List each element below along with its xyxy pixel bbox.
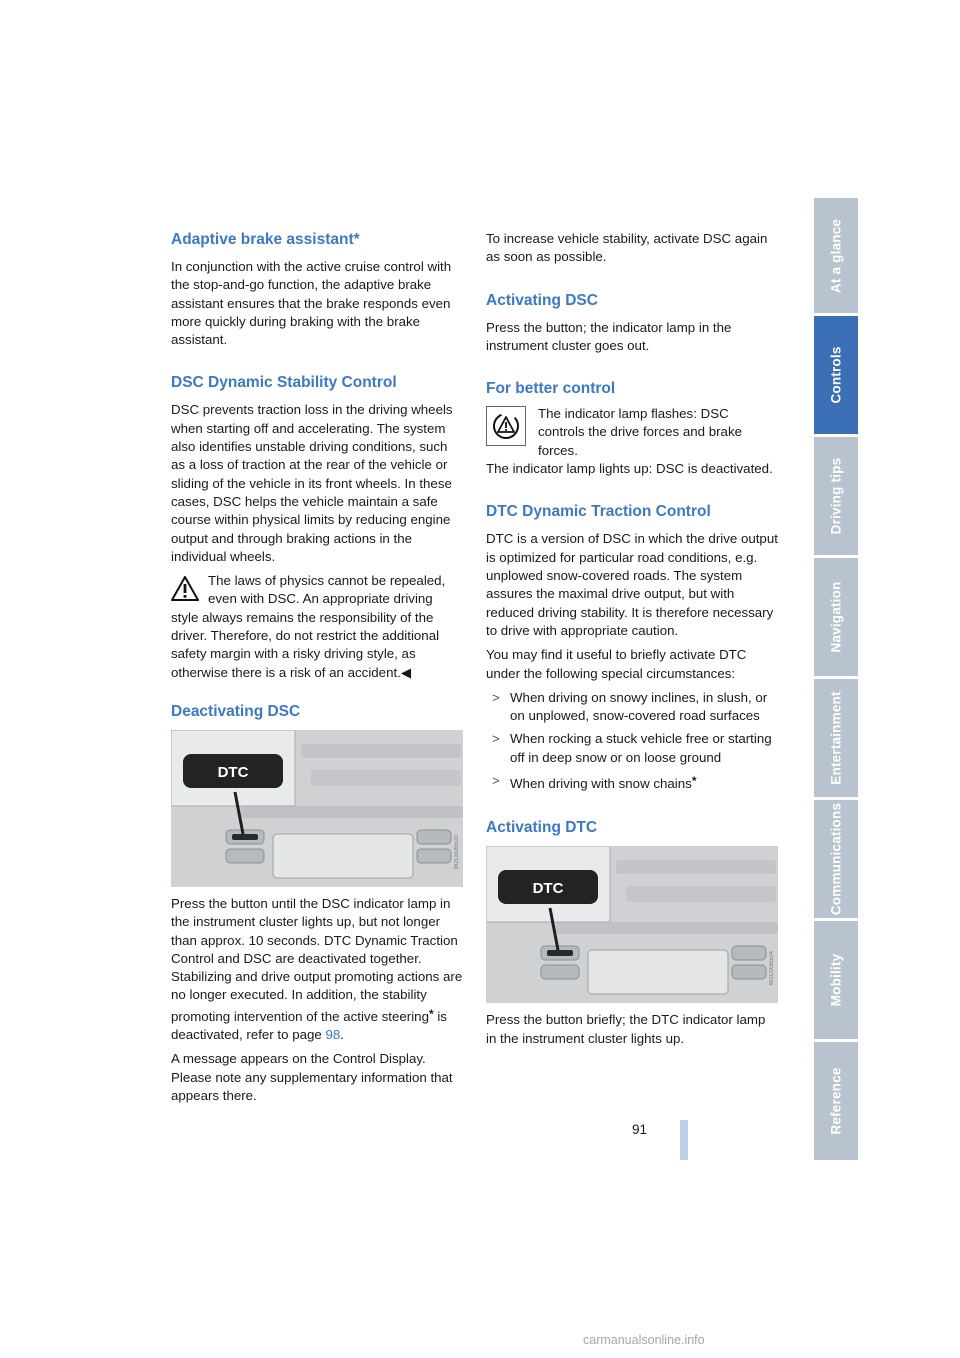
paragraph-dsc: DSC prevents traction loss in the driving wheels when starting off and accelerating. The system also identifies unstable driving conditions, such as a loss of traction at the rear of the vehicle or sliding of the vehicle in its front wheels. In these cases, DSC helps the vehicle maintain a safe course within physical limits by reducing engine output and through braking actions in the individual wheels. <box>171 402 453 564</box>
heading-activating-dtc: Activating DTC <box>486 819 598 837</box>
list-item <box>486 730 778 767</box>
sidebar-tab[interactable] <box>814 316 858 434</box>
indicator-note <box>486 405 778 460</box>
paragraph-activate-dsc: Press the button; the indicator lamp in the instrument cluster goes out. <box>486 319 732 353</box>
page-number: 91 <box>632 1122 648 1137</box>
end-mark: ◀ <box>400 664 412 680</box>
heading-deactivating-dsc: Deactivating DSC <box>171 702 301 720</box>
sidebar-tab[interactable] <box>814 198 858 313</box>
sidebar-tab-label: Mobility <box>828 953 844 1007</box>
right-column <box>486 230 778 1048</box>
dtc-console-illustration <box>171 730 463 887</box>
paragraph-dtc-useful: You may find it useful to briefly activate DTC under the following special circumstances: <box>486 647 747 681</box>
dtc-button-figure <box>171 730 463 887</box>
list-item-text: When rocking a stuck vehicle free or starting off in deep snow or on loose ground <box>510 731 772 765</box>
deact-text-2: is deactivated, refer to page <box>171 1008 447 1043</box>
list-item-text: When driving on snowy inclines, in slush, or on unplowed, snow-covered road surfaces <box>510 689 768 724</box>
asterisk-mark: * <box>353 231 360 248</box>
paragraph-intro: To increase vehicle stability, activate DSC again as soon as possible. <box>486 231 768 265</box>
bullet-marker: > <box>492 731 500 747</box>
sidebar-tab-label: At a glance <box>828 218 844 293</box>
deact-text-3: . <box>340 1027 344 1043</box>
sidebar-tab[interactable] <box>814 921 858 1039</box>
paragraph-adaptive-brake: In conjunction with the active cruise control with the stop-and-go function, the adaptive brake assistant ensures that the brake responds even more quickly during braking with the brake assistant. <box>171 259 452 348</box>
sidebar-tab[interactable] <box>814 437 858 555</box>
heading-activating-dsc: Activating DSC <box>486 291 598 309</box>
deact-text-1: Press the button until the DSC indicator lamp in the instrument cluster lights up, but not longer than approx. 10 seconds. DTC Dynamic Traction Control and DSC are deactivated together. Stabilizing and drive output promoting actions are no longer executed. In addition, the stability promoting intervention of the active steering <box>171 895 463 1024</box>
sidebar-tab-label: Navigation <box>828 581 844 653</box>
sidebar-tab-label: Communications <box>828 802 844 916</box>
warning-note <box>171 572 463 682</box>
figure-code: W2C0065D4 <box>769 950 775 986</box>
paragraph-message: A message appears on the Control Display. Please note any supplementary information that appears there. <box>171 1051 453 1103</box>
sidebar-tab-label: Driving tips <box>828 457 844 535</box>
figure-dtc-label: DTC <box>532 880 564 898</box>
indicator-flashes-text: The indicator lamp flashes: DSC controls the drive forces and brake forces. <box>538 406 742 458</box>
sidebar-tab[interactable] <box>814 679 858 797</box>
sidebar-tab[interactable] <box>814 1042 858 1160</box>
dtc-button-figure <box>486 846 778 1003</box>
indicator-lights-text: The indicator lamp lights up: DSC is deactivated. <box>486 461 773 477</box>
sidebar-tab[interactable] <box>814 800 858 918</box>
paragraph-deactivate <box>171 895 463 1044</box>
warning-triangle-icon <box>171 576 199 606</box>
heading-better-control: For better control <box>486 380 616 398</box>
page-number-bar <box>680 1120 688 1160</box>
sidebar-tab-label: Controls <box>828 346 844 404</box>
bullet-marker: > <box>492 689 500 705</box>
warning-text <box>171 609 463 682</box>
heading-dtc: DTC Dynamic Traction Control <box>486 503 711 521</box>
chapter-sidebar <box>814 198 858 1160</box>
page-ref-link[interactable]: 98 <box>325 1027 341 1043</box>
dsc-indicator-icon <box>486 406 526 446</box>
heading-adaptive-brake-assistant: Adaptive brake assistant* <box>171 231 360 248</box>
figure-code: W2C0065D0 <box>454 834 460 869</box>
sidebar-tab-label: Entertainment <box>828 691 844 785</box>
warning-rest: style always remains the responsibility of the driver. Therefore, do not restrict the additional safety margin with a risky driving style, as otherwise there is a risk of an accident. <box>171 609 440 680</box>
warning-first-line: The laws of physics cannot be repealed, even with DSC. An appropriate driving <box>208 573 446 607</box>
list-item <box>486 772 778 793</box>
list-item <box>486 689 778 726</box>
list-item-text: When driving with snow chains <box>510 776 692 792</box>
bullet-marker: > <box>492 773 500 789</box>
left-column <box>171 230 463 1105</box>
dtc-console-illustration <box>486 846 778 1003</box>
heading-dsc: DSC Dynamic Stability Control <box>171 374 397 392</box>
asterisk-mark: * <box>691 774 697 789</box>
circumstances-list <box>486 689 778 793</box>
sidebar-tab[interactable] <box>814 558 858 676</box>
sidebar-tab-label: Reference <box>828 1067 844 1135</box>
figure-dtc-label: DTC <box>217 763 249 781</box>
watermark: carmanualsonline.info <box>583 1333 705 1347</box>
paragraph-dtc: DTC is a version of DSC in which the drive output is optimized for particular road conditions, e.g. unplowed snow-covered roads. The system assures the maximal drive output, but with reduced driving stability. It is therefore necessary to drive with appropriate caution. <box>486 531 778 638</box>
paragraph-activate-dtc: Press the button briefly; the DTC indicator lamp in the instrument cluster lights up. <box>486 1012 766 1046</box>
asterisk-mark: * <box>428 1006 434 1021</box>
